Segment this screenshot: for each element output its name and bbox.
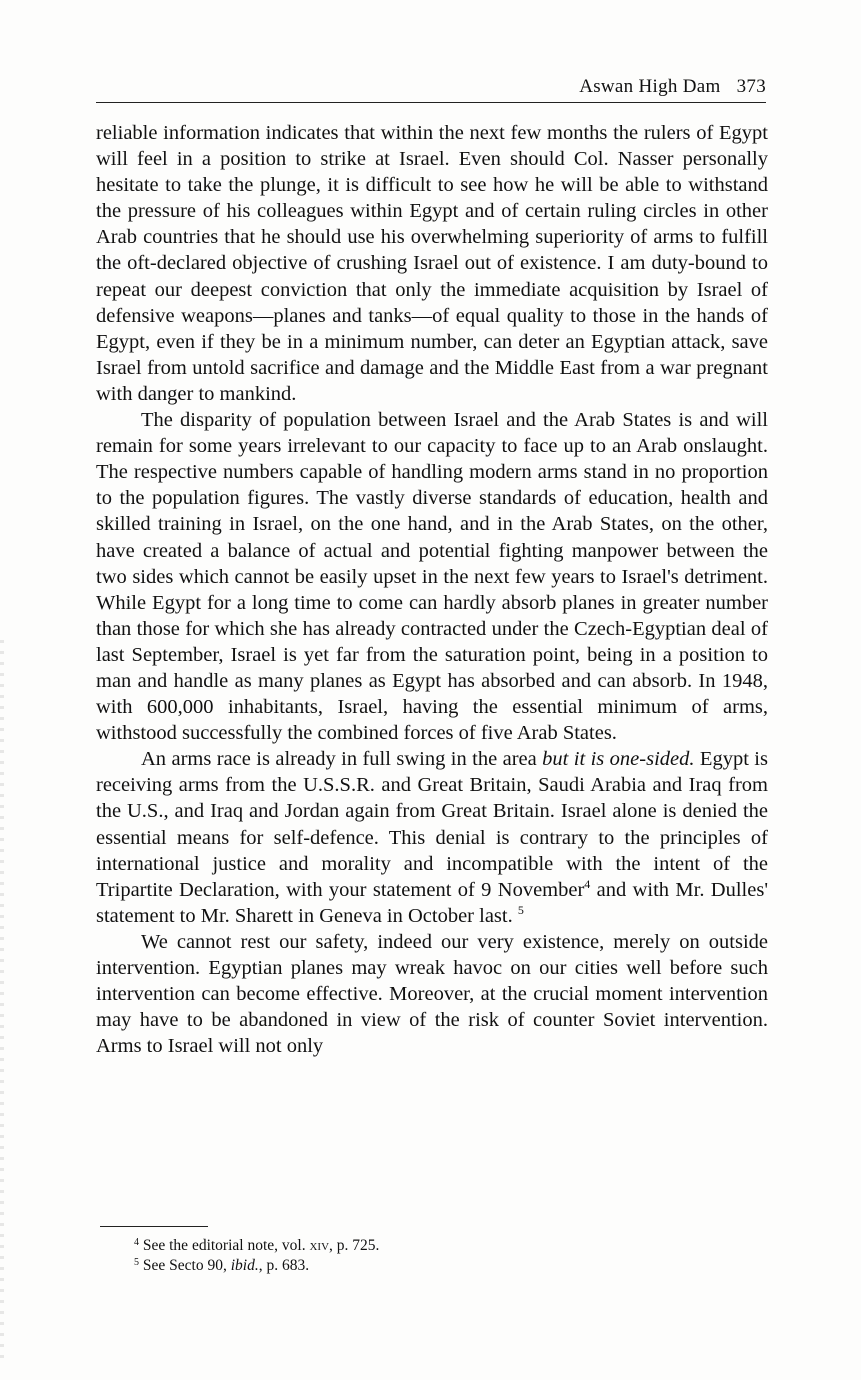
footnote-4-marker: 4	[134, 1237, 139, 1248]
footnote-5-text-a: See Secto 90,	[142, 1257, 227, 1274]
footnote-5-text-b: , p. 683.	[258, 1257, 310, 1274]
footnote-5-marker: 5	[134, 1257, 139, 1268]
page-number: 373	[736, 76, 766, 97]
paragraph-3-text-a: An arms race is already in full swing in the area	[141, 748, 537, 771]
footnote-ref-5: 5	[517, 902, 524, 917]
paragraph-3-text-b: Egypt is receiving arms from the U.S.S.R. and Great Britain, Saudi Arabia and Iraq from the U.S., and Iraq and Jordan again from Great Britain. Israel alone is denied the essential means for self-defence. This denial is contrary to the principles of international justice and morality and incompatible with the intent of the Tripartite Declaration, with your statement of 9 November	[96, 748, 768, 901]
footnote-divider	[100, 1226, 208, 1227]
footnote-4-text-a: See the editorial note, vol.	[142, 1237, 306, 1254]
footnote-4-text-b: , p. 725.	[329, 1237, 380, 1254]
paragraph-4: We cannot rest our safety, indeed our very existence, merely on outside intervention. Egyptian planes may wreak havoc on our cities well before such intervention can become effective. Moreover, at the crucial moment intervention may have to be abandoned in view of the risk of counter Soviet intervention. Arms to Israel will not only	[96, 930, 768, 1058]
paragraph-1: reliable information indicates that within the next few months the rulers of Egypt will feel in a position to strike at Israel. Even should Col. Nasser personally hesitate to take the plunge, it is difficult to see how he will be able to withstand the pressure of his colleagues within Egypt and of certain ruling circles in other Arab countries that he should use his overwhelming superiority of arms to fulfill the oft-declared objective of crushing Israel out of existence. I am duty-bound to repeat our deepest conviction that only the immediate acquisition by Israel of defensive weapons—planes and tanks—of equal quality to those in the hands of Egypt, even if they be in a minimum number, can deter an Egyptian attack, save Israel from untold sacrifice and damage and the Middle East from a war pregnant with danger to mankind.	[96, 122, 768, 405]
footnotes	[134, 1236, 734, 1276]
footnote-4	[134, 1236, 734, 1256]
running-head-title: Aswan High Dam	[579, 76, 721, 97]
paragraph-3-text-c: and with Mr. Dulles' statement to Mr. Sharett in Geneva in October last.	[96, 878, 769, 927]
running-head	[96, 76, 766, 103]
paragraph-3-italic: but it is one-sided.	[542, 748, 695, 771]
body-text	[96, 120, 768, 1059]
scan-edge-artifact	[0, 640, 4, 1360]
footnote-ref-4: 4	[584, 876, 591, 891]
paragraph-2: The disparity of population between Israel and the Arab States is and will remain for some years irrelevant to our capacity to face up to an Arab onslaught. The respective numbers capable of handling modern arms stand in no proportion to the population figures. The vastly diverse standards of education, health and skilled training in Israel, on the one hand, and in the Arab States, on the other, have created a balance of actual and potential fighting manpower between the two sides which cannot be easily upset in the next few years to Israel's detriment. While Egypt for a long time to come can hardly absorb planes in greater number than those for which she has already contracted under the Czech-Egyptian deal of last September, Israel is yet far from the saturation point, being in a position to man and handle as many planes as Egypt has absorbed and can absorb. In 1948, with 600,000 inhabitants, Israel, having the essential minimum of arms, withstood successfully the combined forces of five Arab States.	[96, 409, 768, 745]
paragraph-3	[96, 746, 768, 929]
footnote-4-volume: xiv	[309, 1237, 330, 1254]
footnote-5	[134, 1256, 734, 1276]
footnote-5-ibid: ibid.	[230, 1257, 259, 1274]
